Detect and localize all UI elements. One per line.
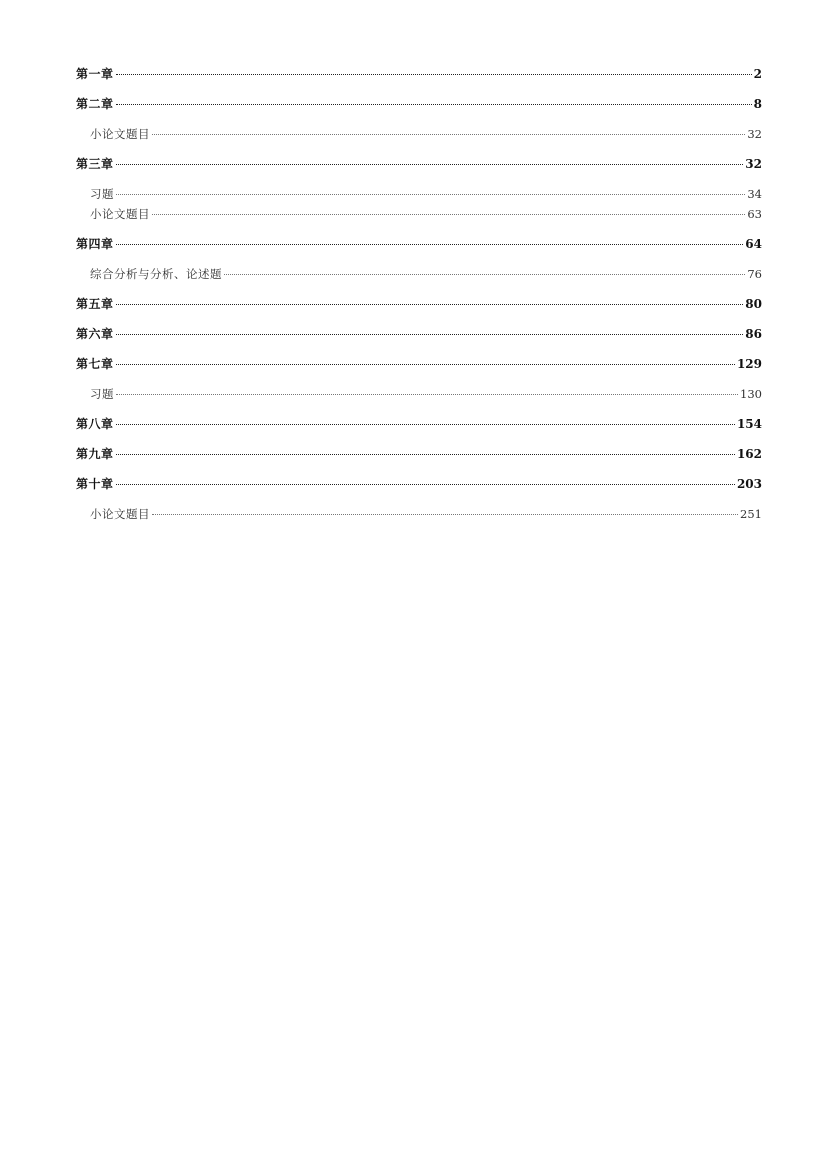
toc-entry-title: 第九章 bbox=[76, 447, 114, 461]
toc-entry-section[interactable] bbox=[76, 184, 762, 204]
toc-entry-page: 63 bbox=[747, 207, 762, 221]
toc-entry-page: 251 bbox=[740, 507, 762, 521]
toc-entry-page: 34 bbox=[747, 187, 762, 201]
toc-entry-chapter-6[interactable] bbox=[76, 324, 762, 344]
toc-entry-title: 小论文题目 bbox=[90, 207, 150, 221]
toc-dot-leader bbox=[116, 304, 744, 305]
toc-dot-leader bbox=[116, 454, 735, 455]
toc-entry-section[interactable] bbox=[76, 384, 762, 404]
toc-entry-title: 第十章 bbox=[76, 477, 114, 491]
toc-entry-section[interactable] bbox=[76, 124, 762, 144]
toc-entry-chapter-5[interactable] bbox=[76, 294, 762, 314]
toc-entry-page: 130 bbox=[740, 387, 762, 401]
toc-entry-title: 第六章 bbox=[76, 327, 114, 341]
toc-dot-leader bbox=[116, 484, 735, 485]
toc-entry-page: 203 bbox=[736, 477, 762, 491]
toc-entry-section[interactable] bbox=[76, 204, 762, 224]
toc-entry-chapter-3[interactable] bbox=[76, 154, 762, 174]
toc-dot-leader bbox=[224, 274, 745, 275]
toc-entry-title: 习题 bbox=[90, 187, 114, 201]
toc-dot-leader bbox=[116, 104, 752, 105]
toc-entry-chapter-2[interactable] bbox=[76, 94, 762, 114]
toc-entry-page: 76 bbox=[747, 267, 762, 281]
table-of-contents bbox=[76, 64, 762, 524]
toc-dot-leader bbox=[116, 164, 744, 165]
toc-entry-page: 154 bbox=[736, 417, 762, 431]
toc-entry-title: 第五章 bbox=[76, 297, 114, 311]
toc-dot-leader bbox=[116, 424, 735, 425]
toc-entry-chapter-10[interactable] bbox=[76, 474, 762, 494]
toc-dot-leader bbox=[116, 74, 752, 75]
toc-entry-page: 32 bbox=[747, 127, 762, 141]
toc-entry-chapter-4[interactable] bbox=[76, 234, 762, 254]
toc-dot-leader bbox=[116, 394, 738, 395]
toc-entry-title: 习题 bbox=[90, 387, 114, 401]
toc-entry-chapter-9[interactable] bbox=[76, 444, 762, 464]
toc-entry-title: 第二章 bbox=[76, 97, 114, 111]
toc-entry-title: 小论文题目 bbox=[90, 127, 150, 141]
toc-entry-chapter-1[interactable] bbox=[76, 64, 762, 84]
toc-entry-page: 80 bbox=[745, 297, 762, 311]
toc-entry-title: 第三章 bbox=[76, 157, 114, 171]
toc-entry-title: 第七章 bbox=[76, 357, 114, 371]
toc-dot-leader bbox=[116, 244, 744, 245]
toc-dot-leader bbox=[116, 364, 735, 365]
toc-entry-page: 8 bbox=[753, 97, 762, 111]
toc-entry-chapter-7[interactable] bbox=[76, 354, 762, 374]
toc-dot-leader bbox=[152, 134, 745, 135]
toc-entry-page: 129 bbox=[736, 357, 762, 371]
toc-entry-title: 小论文题目 bbox=[90, 507, 150, 521]
toc-dot-leader bbox=[152, 514, 738, 515]
toc-dot-leader bbox=[116, 334, 744, 335]
toc-entry-page: 32 bbox=[745, 157, 762, 171]
toc-entry-title: 第一章 bbox=[76, 67, 114, 81]
toc-entry-title: 第四章 bbox=[76, 237, 114, 251]
toc-entry-title: 第八章 bbox=[76, 417, 114, 431]
toc-entry-chapter-8[interactable] bbox=[76, 414, 762, 434]
toc-entry-page: 86 bbox=[745, 327, 762, 341]
toc-entry-title: 综合分析与分析、论述题 bbox=[90, 267, 222, 281]
toc-entry-page: 64 bbox=[745, 237, 762, 251]
toc-entry-section[interactable] bbox=[76, 504, 762, 524]
toc-dot-leader bbox=[116, 194, 745, 195]
toc-entry-section[interactable] bbox=[76, 264, 762, 284]
toc-entry-page: 162 bbox=[736, 447, 762, 461]
toc-entry-page: 2 bbox=[753, 67, 762, 81]
toc-dot-leader bbox=[152, 214, 745, 215]
